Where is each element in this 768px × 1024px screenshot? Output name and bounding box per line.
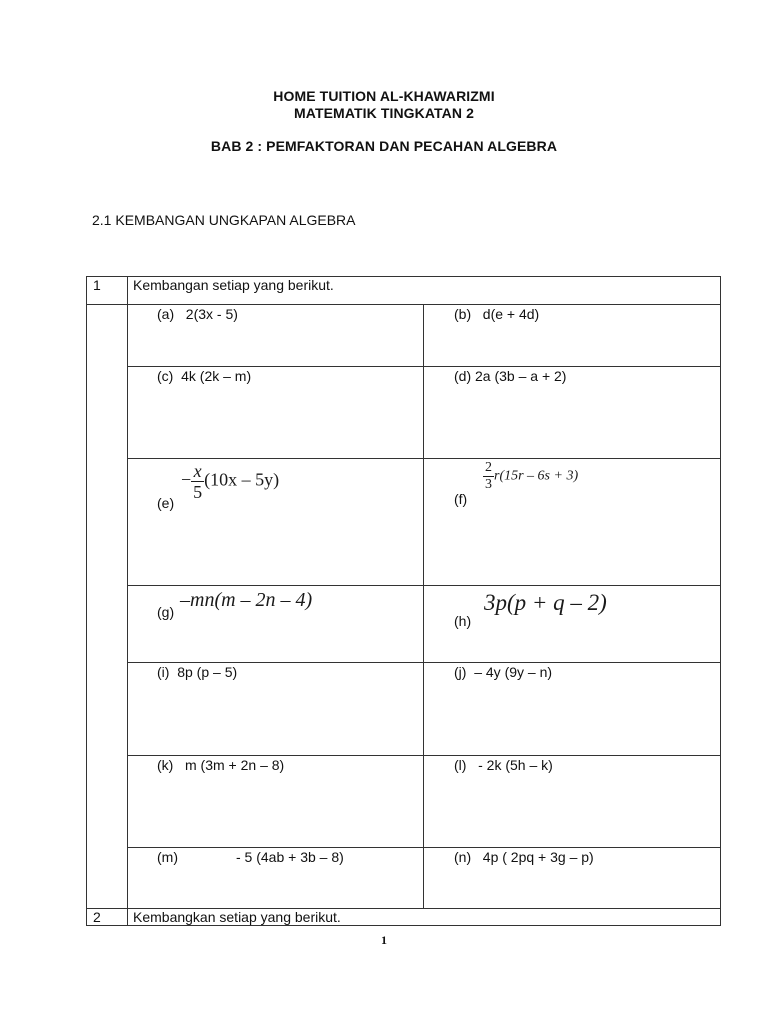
table-row-divider (127, 847, 721, 848)
item-label: (d) (454, 368, 472, 384)
item-label: (m) (157, 849, 178, 865)
table-row-divider (127, 458, 721, 459)
table-border-left (86, 276, 87, 926)
fraction-denominator: 5 (193, 482, 203, 502)
table-row-divider (86, 304, 721, 305)
table-border-right (720, 276, 721, 926)
item-label: (b) (454, 306, 472, 322)
item-g-expression (180, 589, 312, 612)
item-n (454, 849, 594, 865)
table-row-divider (127, 755, 721, 756)
chapter-title: BAB 2 : PEMFAKTORAN DAN PECAHAN ALGEBRA (210, 138, 558, 154)
item-expression: 2(3x - 5) (185, 306, 238, 322)
item-label: (k) (157, 757, 174, 773)
fraction (191, 462, 204, 501)
table-column-divider (423, 304, 424, 909)
table-row-divider (127, 366, 721, 367)
table-border-bottom (86, 925, 721, 926)
item-label: (f) (454, 491, 468, 507)
item-label: (e) (157, 495, 175, 511)
item-a (157, 306, 238, 322)
item-expression: 4k (2k – m) (181, 368, 252, 384)
item-expression: d(e + 4d) (482, 306, 540, 322)
item-label: (i) (157, 664, 170, 680)
item-f-expression (483, 461, 578, 492)
item-c (157, 368, 251, 384)
table-row-divider (127, 585, 721, 586)
item-e-expression: − $\frac{x}{5}$ (10x – 5y) (181, 461, 280, 502)
item-expression: - 2k (5h – k) (478, 757, 553, 773)
fraction-numerator: x (191, 462, 204, 482)
fraction (483, 461, 494, 492)
item-label: (j) (454, 664, 467, 680)
item-expression: 4p ( 2pq + 3g – p) (482, 849, 594, 865)
item-label: (a) (157, 306, 175, 322)
item-b (454, 306, 539, 322)
page-number: 1 (381, 933, 387, 947)
expression-rest: (10x – 5y) (204, 469, 280, 490)
item-m-expression: - 5 (4ab + 3b – 8) (236, 849, 344, 865)
item-k (157, 757, 284, 773)
section-heading: 2.1 KEMBANGAN UNGKAPAN ALGEBRA (92, 212, 356, 228)
table-row-divider (127, 662, 721, 663)
item-expression: – 4y (9y – n) (474, 664, 553, 680)
item-d (454, 368, 566, 384)
question-instruction: Kembangan setiap yang berikut. (133, 277, 334, 293)
subject-title: MATEMATIK TINGKATAN 2 (294, 105, 474, 121)
item-label: (c) (157, 368, 174, 384)
item-label: (h) (454, 613, 472, 629)
item-i (157, 664, 237, 680)
question-number: 2 (93, 909, 101, 925)
question-number: 1 (93, 277, 101, 293)
item-label: (l) (454, 757, 467, 773)
school-title: HOME TUITION AL-KHAWARIZMI (273, 88, 495, 104)
item-h-expression (484, 590, 607, 616)
fraction-denominator: 3 (485, 477, 492, 492)
item-expression: 2a (3b – a + 2) (475, 368, 567, 384)
question-instruction: Kembangkan setiap yang berikut. (133, 909, 341, 925)
item-expression: –mn(m – 2n – 4) (180, 589, 313, 611)
item-label: (g) (157, 604, 175, 620)
item-j (454, 664, 552, 680)
item-expression: m (3m + 2n – 8) (185, 757, 285, 773)
item-expression: 8p (p – 5) (177, 664, 238, 680)
item-expression: 3p(p + q – 2) (484, 590, 607, 615)
fraction-numerator: 2 (485, 460, 492, 475)
expression-rest: r(15r – 6s + 3) (494, 468, 579, 484)
item-label: (n) (454, 849, 472, 865)
item-l (454, 757, 553, 773)
table-column-divider (127, 276, 128, 926)
